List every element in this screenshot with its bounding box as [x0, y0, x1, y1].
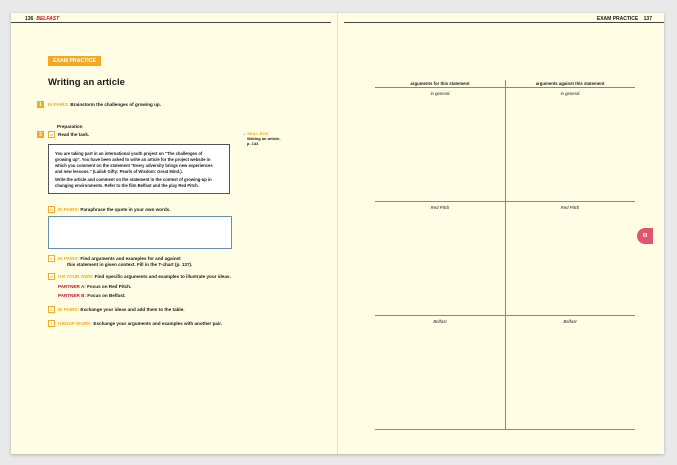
preparation-heading: Preparation — [57, 124, 83, 129]
left-chapter-title: BELFAST — [36, 16, 60, 22]
book-spread — [11, 13, 664, 454]
task-box-line-2: growing up". You have been asked to write an article for the project website in — [55, 157, 211, 162]
partner-a-text: Focus on Red Pitch. — [87, 284, 132, 289]
task-1-number: 1 — [37, 101, 44, 108]
page-gutter — [337, 13, 338, 454]
paraphrase-answer-box[interactable] — [48, 216, 232, 249]
task-1-instruction — [48, 102, 161, 107]
task-box-line-6: changing environments. Refer to the film Belfast and the play Red Pitch. — [55, 183, 199, 188]
task-2c-tag: IN PAIRS: — [58, 256, 80, 261]
exam-practice-label: EXAM PRACTICE — [48, 56, 101, 66]
right-running-header — [597, 16, 652, 22]
t-chart-table — [375, 80, 635, 430]
task-2e-letter: e — [48, 306, 55, 313]
skill-box-line-1: Writing an article, — [247, 136, 281, 141]
t-chart-cell-label: Belfast — [563, 319, 577, 324]
partner-b-text: Focus on Belfast. — [87, 293, 126, 298]
task-2d-tag: ON YOUR OWN: — [58, 274, 94, 279]
t-chart-cell-label: Red Pitch — [430, 205, 450, 210]
partner-a-instruction — [58, 284, 131, 289]
right-page-number: 137 — [643, 16, 652, 22]
task-2e-text: Exchange your ideas and add them to the table. — [80, 307, 185, 312]
task-2e-instruction — [58, 307, 185, 312]
task-2b-letter: b — [48, 206, 55, 213]
partner-a-tag: PARTNER A: — [58, 284, 86, 289]
task-2d-text: Find specific arguments and examples to illustrate your ideas. — [94, 274, 231, 279]
partner-b-tag: PARTNER B: — [58, 293, 86, 298]
task-2b-text: Paraphrase the quote in your own words. — [80, 207, 171, 212]
task-2f-text: Exchange your arguments and examples with another pair. — [93, 321, 223, 326]
task-2b-tag: IN PAIRS: — [58, 207, 80, 212]
task-2a-letter: a — [48, 131, 55, 138]
chapter-side-tab[interactable]: III — [637, 228, 653, 244]
arrow-right-icon: → — [242, 131, 246, 136]
task-2c-letter: c — [48, 255, 55, 262]
task-2c-instruction — [58, 256, 181, 261]
task-2d-letter: d — [48, 273, 55, 280]
task-2-number: 2 — [37, 131, 44, 138]
t-chart-cell-label: Red Pitch — [560, 205, 580, 210]
task-box-line-5: Write the article and comment on the statement in the context of growing-up in — [55, 177, 212, 182]
t-chart-header-for: arguments for this statement — [410, 81, 470, 86]
left-header-rule — [11, 22, 331, 23]
task-2c-text-line-2: this statement in given context. Fill in the T-chart (p. 137). — [67, 262, 193, 267]
task-box-line-4: and new lessons." (Lailah Gifty: Pearls of Wisdom: Great Mind.). — [55, 169, 183, 174]
task-2c-text: Find arguments and examples for and against — [80, 256, 181, 261]
task-2f-letter: f — [48, 320, 55, 327]
skill-box-reference — [242, 131, 281, 146]
task-2e-tag: IN PAIRS: — [58, 307, 80, 312]
task-2f-tag: GROUP WORK: — [58, 321, 93, 326]
task-2d-instruction — [58, 274, 231, 279]
task-2a-text: Read the task. — [58, 132, 90, 137]
skill-box-title: SKILL BOX — [247, 131, 269, 136]
task-1-text: Brainstorm the challenges of growing up. — [70, 102, 161, 107]
right-header-rule — [344, 22, 664, 23]
task-description-box — [48, 144, 230, 194]
task-box-line-1: You are taking part in an international youth project on "The challenges of — [55, 151, 203, 156]
t-chart-cell-label: Belfast — [433, 319, 447, 324]
t-chart-cell-label: in general — [430, 91, 450, 96]
task-box-line-3: which you comment on the statement "Every adversity brings new experiences — [55, 163, 213, 168]
t-chart-center-divider — [505, 80, 506, 430]
left-running-header — [25, 16, 59, 22]
task-2f-instruction — [58, 321, 222, 326]
left-page-number: 136 — [25, 16, 34, 22]
t-chart-cell-label: in general — [560, 91, 580, 96]
t-chart-header-against: arguments against this statement — [535, 81, 605, 86]
skill-box-line-2: p. 143 — [247, 141, 259, 146]
task-1-tag: IN PAIRS: — [48, 102, 70, 107]
right-section-title: EXAM PRACTICE — [596, 16, 639, 22]
task-2b-instruction — [58, 207, 171, 212]
partner-b-instruction — [58, 293, 126, 298]
page-title: Writing an article — [48, 77, 125, 88]
